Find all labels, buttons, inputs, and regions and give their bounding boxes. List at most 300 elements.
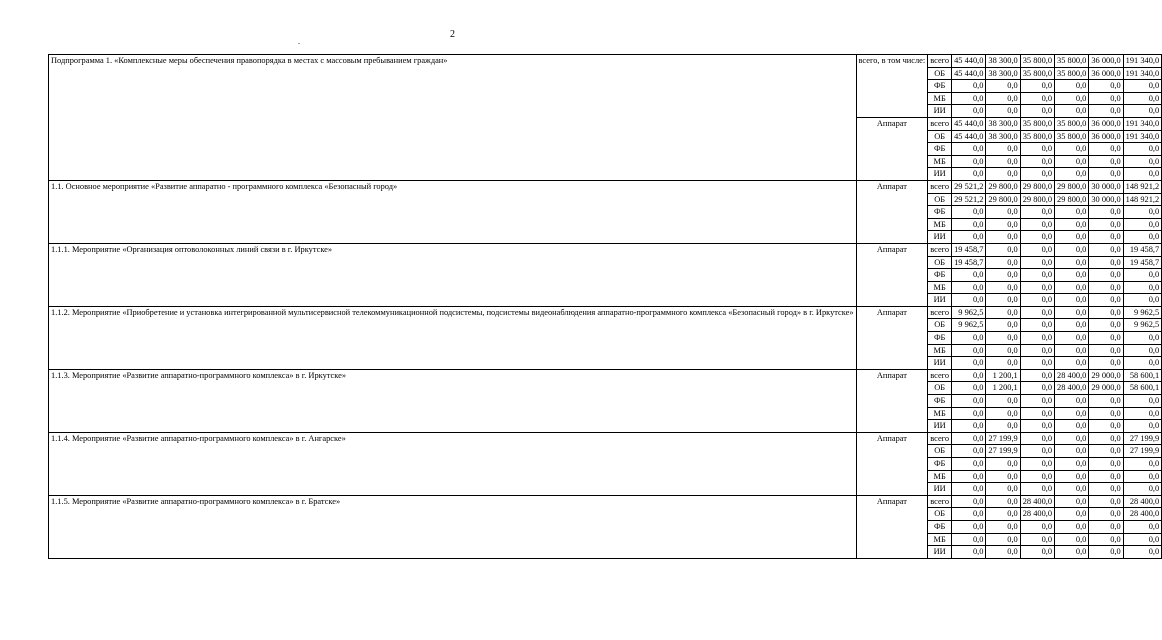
year-value-cell: 0,0 [1020, 206, 1054, 219]
year-value-cell: 0,0 [1055, 344, 1089, 357]
executor-cell: Аппарат [856, 432, 928, 495]
executor-cell: Аппарат [856, 369, 928, 432]
total-value-cell: 0,0 [1123, 294, 1162, 307]
total-value-cell: 0,0 [1123, 407, 1162, 420]
funding-source-cell: МБ [928, 470, 952, 483]
year-value-cell: 0,0 [1089, 520, 1123, 533]
year-value-cell: 0,0 [952, 269, 986, 282]
total-value-cell: 0,0 [1123, 344, 1162, 357]
year-value-cell: 0,0 [1089, 294, 1123, 307]
year-value-cell: 0,0 [1055, 458, 1089, 471]
year-value-cell: 29 800,0 [986, 180, 1020, 193]
year-value-cell: 28 400,0 [1020, 508, 1054, 521]
year-value-cell: 0,0 [952, 495, 986, 508]
funding-source-cell: МБ [928, 407, 952, 420]
total-value-cell: 9 962,5 [1123, 319, 1162, 332]
year-value-cell: 0,0 [986, 319, 1020, 332]
funding-source-cell: ФБ [928, 80, 952, 93]
table-body [49, 55, 1162, 559]
year-value-cell: 28 400,0 [1055, 382, 1089, 395]
year-value-cell: 0,0 [986, 533, 1020, 546]
year-value-cell: 0,0 [1089, 269, 1123, 282]
year-value-cell: 0,0 [1055, 508, 1089, 521]
funding-source-cell: ФБ [928, 143, 952, 156]
year-value-cell: 0,0 [986, 218, 1020, 231]
budget-table [48, 54, 1162, 559]
year-value-cell: 1 200,1 [986, 382, 1020, 395]
year-value-cell: 0,0 [952, 105, 986, 118]
year-value-cell: 45 440,0 [952, 55, 986, 68]
total-value-cell: 58 600,1 [1123, 369, 1162, 382]
year-value-cell: 0,0 [952, 432, 986, 445]
year-value-cell: 35 800,0 [1055, 117, 1089, 130]
year-value-cell: 0,0 [1055, 546, 1089, 559]
year-value-cell: 28 400,0 [1020, 495, 1054, 508]
year-value-cell: 28 400,0 [1055, 369, 1089, 382]
year-value-cell: 38 300,0 [986, 67, 1020, 80]
funding-source-cell: ИИ [928, 483, 952, 496]
year-value-cell: 38 300,0 [986, 130, 1020, 143]
funding-source-cell: ОБ [928, 130, 952, 143]
measure-name: Подпрограмма 1. «Комплексные меры обеспечения правопорядка в местах с массовым пребыванием граждан» [49, 55, 857, 181]
year-value-cell: 29 800,0 [986, 193, 1020, 206]
year-value-cell: 0,0 [1089, 105, 1123, 118]
year-value-cell: 29 800,0 [1020, 193, 1054, 206]
funding-source-cell: ОБ [928, 508, 952, 521]
year-value-cell: 0,0 [952, 143, 986, 156]
table-row [49, 432, 1162, 445]
funding-source-cell: ИИ [928, 231, 952, 244]
year-value-cell: 27 199,9 [986, 432, 1020, 445]
funding-source-cell: всего [928, 432, 952, 445]
funding-source-cell: всего [928, 243, 952, 256]
year-value-cell: 0,0 [952, 218, 986, 231]
year-value-cell: 1 200,1 [986, 369, 1020, 382]
year-value-cell: 29 800,0 [1055, 193, 1089, 206]
year-value-cell: 0,0 [1055, 143, 1089, 156]
stray-mark: . [298, 37, 300, 46]
year-value-cell: 0,0 [986, 269, 1020, 282]
year-value-cell: 0,0 [1089, 533, 1123, 546]
funding-source-cell: МБ [928, 533, 952, 546]
funding-source-cell: ФБ [928, 458, 952, 471]
year-value-cell: 0,0 [986, 168, 1020, 181]
total-value-cell: 0,0 [1123, 269, 1162, 282]
year-value-cell: 36 000,0 [1089, 55, 1123, 68]
year-value-cell: 30 000,0 [1089, 193, 1123, 206]
total-value-cell: 0,0 [1123, 231, 1162, 244]
funding-source-cell: ОБ [928, 445, 952, 458]
executor-cell: Аппарат [856, 180, 928, 243]
year-value-cell: 0,0 [1055, 395, 1089, 408]
year-value-cell: 38 300,0 [986, 117, 1020, 130]
year-value-cell: 0,0 [986, 155, 1020, 168]
funding-source-cell: ИИ [928, 168, 952, 181]
year-value-cell: 35 800,0 [1020, 55, 1054, 68]
funding-source-cell: всего [928, 117, 952, 130]
total-value-cell: 0,0 [1123, 483, 1162, 496]
year-value-cell: 35 800,0 [1020, 67, 1054, 80]
table-row [49, 495, 1162, 508]
year-value-cell: 0,0 [1020, 92, 1054, 105]
year-value-cell: 0,0 [1089, 92, 1123, 105]
total-value-cell: 0,0 [1123, 470, 1162, 483]
year-value-cell: 0,0 [1089, 508, 1123, 521]
year-value-cell: 0,0 [1089, 470, 1123, 483]
year-value-cell: 0,0 [952, 508, 986, 521]
funding-source-cell: МБ [928, 92, 952, 105]
total-value-cell: 0,0 [1123, 332, 1162, 345]
funding-source-cell: МБ [928, 344, 952, 357]
year-value-cell: 29 000,0 [1089, 382, 1123, 395]
year-value-cell: 0,0 [952, 92, 986, 105]
measure-name: 1.1.4. Мероприятие «Развитие аппаратно-программного комплекса» в г. Ангарске» [49, 432, 857, 495]
year-value-cell: 0,0 [1020, 395, 1054, 408]
total-value-cell: 27 199,9 [1123, 445, 1162, 458]
funding-source-cell: ФБ [928, 520, 952, 533]
year-value-cell: 0,0 [986, 231, 1020, 244]
year-value-cell: 0,0 [1089, 306, 1123, 319]
year-value-cell: 29 521,2 [952, 180, 986, 193]
year-value-cell: 0,0 [1020, 407, 1054, 420]
year-value-cell: 0,0 [1020, 155, 1054, 168]
year-value-cell: 0,0 [986, 332, 1020, 345]
year-value-cell: 0,0 [1020, 143, 1054, 156]
year-value-cell: 0,0 [952, 420, 986, 433]
year-value-cell: 0,0 [1020, 420, 1054, 433]
total-value-cell: 0,0 [1123, 218, 1162, 231]
year-value-cell: 0,0 [986, 256, 1020, 269]
year-value-cell: 0,0 [1089, 344, 1123, 357]
funding-source-cell: ОБ [928, 382, 952, 395]
funding-source-cell: ОБ [928, 256, 952, 269]
year-value-cell: 0,0 [986, 508, 1020, 521]
total-value-cell: 191 340,0 [1123, 117, 1162, 130]
funding-source-cell: ИИ [928, 420, 952, 433]
year-value-cell: 0,0 [1055, 495, 1089, 508]
year-value-cell: 0,0 [1089, 445, 1123, 458]
year-value-cell: 0,0 [1020, 269, 1054, 282]
year-value-cell: 0,0 [1089, 256, 1123, 269]
year-value-cell: 0,0 [1055, 256, 1089, 269]
funding-source-cell: ОБ [928, 319, 952, 332]
year-value-cell: 0,0 [1020, 445, 1054, 458]
year-value-cell: 0,0 [952, 546, 986, 559]
total-value-cell: 0,0 [1123, 155, 1162, 168]
year-value-cell: 0,0 [952, 357, 986, 370]
total-value-cell: 191 340,0 [1123, 67, 1162, 80]
year-value-cell: 0,0 [986, 470, 1020, 483]
year-value-cell: 0,0 [1089, 218, 1123, 231]
year-value-cell: 0,0 [986, 306, 1020, 319]
year-value-cell: 0,0 [1089, 395, 1123, 408]
year-value-cell: 0,0 [1020, 382, 1054, 395]
total-value-cell: 0,0 [1123, 420, 1162, 433]
funding-source-cell: ФБ [928, 395, 952, 408]
year-value-cell: 45 440,0 [952, 130, 986, 143]
year-value-cell: 0,0 [986, 420, 1020, 433]
year-value-cell: 29 521,2 [952, 193, 986, 206]
table-row [49, 306, 1162, 319]
year-value-cell: 0,0 [952, 231, 986, 244]
measure-name: 1.1.1. Мероприятие «Организация оптоволоконных линий связи в г. Иркутске» [49, 243, 857, 306]
year-value-cell: 36 000,0 [1089, 117, 1123, 130]
year-value-cell: 19 458,7 [952, 256, 986, 269]
table-row [49, 55, 1162, 68]
year-value-cell: 0,0 [1020, 432, 1054, 445]
year-value-cell: 0,0 [1089, 281, 1123, 294]
funding-source-cell: ИИ [928, 357, 952, 370]
executor-cell: Аппарат [856, 243, 928, 306]
total-value-cell: 0,0 [1123, 92, 1162, 105]
year-value-cell: 0,0 [1089, 458, 1123, 471]
year-value-cell: 19 458,7 [952, 243, 986, 256]
year-value-cell: 0,0 [1089, 332, 1123, 345]
total-value-cell: 148 921,2 [1123, 193, 1162, 206]
year-value-cell: 0,0 [986, 143, 1020, 156]
total-value-cell: 9 962,5 [1123, 306, 1162, 319]
year-value-cell: 0,0 [952, 294, 986, 307]
year-value-cell: 0,0 [952, 395, 986, 408]
funding-source-cell: ФБ [928, 332, 952, 345]
year-value-cell: 30 000,0 [1089, 180, 1123, 193]
year-value-cell: 0,0 [1089, 206, 1123, 219]
total-value-cell: 0,0 [1123, 206, 1162, 219]
year-value-cell: 35 800,0 [1020, 117, 1054, 130]
executor-cell: Аппарат [856, 117, 928, 180]
year-value-cell: 9 962,5 [952, 306, 986, 319]
measure-name: 1.1. Основное мероприятие «Развитие аппаратно - программного комплекса «Безопасный город» [49, 180, 857, 243]
total-value-cell: 0,0 [1123, 520, 1162, 533]
year-value-cell: 0,0 [986, 92, 1020, 105]
year-value-cell: 0,0 [1089, 357, 1123, 370]
year-value-cell: 0,0 [1089, 80, 1123, 93]
year-value-cell: 0,0 [1020, 319, 1054, 332]
executor-cell: всего, в том числе: [856, 55, 928, 118]
funding-source-cell: ИИ [928, 294, 952, 307]
year-value-cell: 9 962,5 [952, 319, 986, 332]
total-value-cell: 191 340,0 [1123, 55, 1162, 68]
year-value-cell: 0,0 [1055, 294, 1089, 307]
year-value-cell: 0,0 [1089, 495, 1123, 508]
funding-source-cell: МБ [928, 281, 952, 294]
table-row [49, 369, 1162, 382]
year-value-cell: 0,0 [952, 206, 986, 219]
year-value-cell: 0,0 [1020, 483, 1054, 496]
year-value-cell: 0,0 [1089, 546, 1123, 559]
year-value-cell: 0,0 [1020, 344, 1054, 357]
year-value-cell: 0,0 [986, 395, 1020, 408]
funding-source-cell: всего [928, 180, 952, 193]
year-value-cell: 0,0 [1055, 105, 1089, 118]
year-value-cell: 0,0 [952, 470, 986, 483]
year-value-cell: 0,0 [952, 382, 986, 395]
executor-cell: Аппарат [856, 495, 928, 558]
year-value-cell: 0,0 [1020, 546, 1054, 559]
funding-source-cell: ФБ [928, 269, 952, 282]
funding-source-cell: всего [928, 306, 952, 319]
year-value-cell: 0,0 [986, 520, 1020, 533]
total-value-cell: 19 458,7 [1123, 243, 1162, 256]
year-value-cell: 0,0 [1055, 470, 1089, 483]
year-value-cell: 0,0 [952, 80, 986, 93]
measure-name: 1.1.2. Мероприятие «Приобретение и установка интегрированной мультисервисной телекоммуникационной подсистемы, подсистемы видеонаблюдения аппаратно-программного комплекса «Безопасный город» в г. Иркутске» [49, 306, 857, 369]
year-value-cell: 0,0 [1020, 168, 1054, 181]
year-value-cell: 0,0 [986, 458, 1020, 471]
total-value-cell: 0,0 [1123, 533, 1162, 546]
year-value-cell: 35 800,0 [1020, 130, 1054, 143]
total-value-cell: 191 340,0 [1123, 130, 1162, 143]
year-value-cell: 0,0 [986, 407, 1020, 420]
year-value-cell: 35 800,0 [1055, 55, 1089, 68]
year-value-cell: 0,0 [1055, 533, 1089, 546]
funding-source-cell: ИИ [928, 546, 952, 559]
year-value-cell: 36 000,0 [1089, 67, 1123, 80]
funding-source-cell: МБ [928, 218, 952, 231]
year-value-cell: 0,0 [1055, 231, 1089, 244]
year-value-cell: 0,0 [1055, 420, 1089, 433]
year-value-cell: 35 800,0 [1055, 130, 1089, 143]
year-value-cell: 0,0 [1089, 483, 1123, 496]
year-value-cell: 0,0 [1055, 306, 1089, 319]
year-value-cell: 0,0 [952, 407, 986, 420]
year-value-cell: 0,0 [952, 483, 986, 496]
year-value-cell: 0,0 [1055, 168, 1089, 181]
year-value-cell: 35 800,0 [1055, 67, 1089, 80]
year-value-cell: 0,0 [1089, 420, 1123, 433]
year-value-cell: 0,0 [1055, 432, 1089, 445]
measure-name: 1.1.3. Мероприятие «Развитие аппаратно-программного комплекса» в г. Иркутске» [49, 369, 857, 432]
funding-source-cell: ОБ [928, 193, 952, 206]
year-value-cell: 29 000,0 [1089, 369, 1123, 382]
year-value-cell: 0,0 [1055, 281, 1089, 294]
year-value-cell: 0,0 [1055, 269, 1089, 282]
funding-source-cell: ИИ [928, 105, 952, 118]
year-value-cell: 0,0 [952, 281, 986, 294]
year-value-cell: 0,0 [1055, 80, 1089, 93]
total-value-cell: 27 199,9 [1123, 432, 1162, 445]
total-value-cell: 0,0 [1123, 395, 1162, 408]
year-value-cell: 0,0 [986, 483, 1020, 496]
year-value-cell: 45 440,0 [952, 117, 986, 130]
year-value-cell: 0,0 [1055, 407, 1089, 420]
year-value-cell: 0,0 [1089, 231, 1123, 244]
table-row [49, 243, 1162, 256]
year-value-cell: 38 300,0 [986, 55, 1020, 68]
year-value-cell: 0,0 [1055, 92, 1089, 105]
year-value-cell: 0,0 [1020, 369, 1054, 382]
year-value-cell: 27 199,9 [986, 445, 1020, 458]
total-value-cell: 148 921,2 [1123, 180, 1162, 193]
year-value-cell: 0,0 [986, 344, 1020, 357]
year-value-cell: 0,0 [1055, 483, 1089, 496]
year-value-cell: 0,0 [1020, 306, 1054, 319]
year-value-cell: 0,0 [986, 80, 1020, 93]
year-value-cell: 0,0 [1020, 520, 1054, 533]
year-value-cell: 29 800,0 [1055, 180, 1089, 193]
year-value-cell: 0,0 [1020, 281, 1054, 294]
funding-source-cell: всего [928, 369, 952, 382]
year-value-cell: 0,0 [1020, 231, 1054, 244]
funding-source-cell: ФБ [928, 206, 952, 219]
year-value-cell: 0,0 [1020, 105, 1054, 118]
year-value-cell: 0,0 [1055, 243, 1089, 256]
year-value-cell: 0,0 [986, 243, 1020, 256]
total-value-cell: 0,0 [1123, 546, 1162, 559]
year-value-cell: 0,0 [1055, 357, 1089, 370]
year-value-cell: 0,0 [1020, 533, 1054, 546]
total-value-cell: 28 400,0 [1123, 508, 1162, 521]
total-value-cell: 0,0 [1123, 143, 1162, 156]
year-value-cell: 0,0 [1055, 155, 1089, 168]
total-value-cell: 58 600,1 [1123, 382, 1162, 395]
year-value-cell: 0,0 [1089, 168, 1123, 181]
year-value-cell: 0,0 [1020, 332, 1054, 345]
year-value-cell: 0,0 [986, 546, 1020, 559]
year-value-cell: 0,0 [1055, 319, 1089, 332]
year-value-cell: 0,0 [1089, 155, 1123, 168]
year-value-cell: 0,0 [952, 369, 986, 382]
year-value-cell: 45 440,0 [952, 67, 986, 80]
year-value-cell: 0,0 [986, 206, 1020, 219]
year-value-cell: 0,0 [986, 281, 1020, 294]
total-value-cell: 28 400,0 [1123, 495, 1162, 508]
funding-source-cell: МБ [928, 155, 952, 168]
page-number: 2 [450, 29, 455, 40]
year-value-cell: 0,0 [952, 458, 986, 471]
year-value-cell: 0,0 [1020, 458, 1054, 471]
year-value-cell: 0,0 [1055, 332, 1089, 345]
year-value-cell: 0,0 [1089, 143, 1123, 156]
year-value-cell: 0,0 [986, 294, 1020, 307]
funding-source-cell: всего [928, 495, 952, 508]
year-value-cell: 0,0 [1089, 432, 1123, 445]
year-value-cell: 0,0 [952, 520, 986, 533]
year-value-cell: 0,0 [1055, 206, 1089, 219]
year-value-cell: 0,0 [952, 445, 986, 458]
year-value-cell: 0,0 [986, 357, 1020, 370]
total-value-cell: 19 458,7 [1123, 256, 1162, 269]
year-value-cell: 0,0 [1020, 470, 1054, 483]
year-value-cell: 0,0 [986, 105, 1020, 118]
year-value-cell: 0,0 [1055, 218, 1089, 231]
year-value-cell: 0,0 [1020, 80, 1054, 93]
table-row [49, 180, 1162, 193]
total-value-cell: 0,0 [1123, 105, 1162, 118]
year-value-cell: 0,0 [1020, 243, 1054, 256]
year-value-cell: 0,0 [986, 495, 1020, 508]
total-value-cell: 0,0 [1123, 80, 1162, 93]
year-value-cell: 0,0 [1020, 218, 1054, 231]
total-value-cell: 0,0 [1123, 458, 1162, 471]
year-value-cell: 0,0 [952, 344, 986, 357]
year-value-cell: 0,0 [1089, 319, 1123, 332]
year-value-cell: 0,0 [952, 155, 986, 168]
year-value-cell: 0,0 [1020, 357, 1054, 370]
year-value-cell: 0,0 [952, 332, 986, 345]
total-value-cell: 0,0 [1123, 281, 1162, 294]
year-value-cell: 36 000,0 [1089, 130, 1123, 143]
year-value-cell: 0,0 [1055, 445, 1089, 458]
year-value-cell: 0,0 [1089, 243, 1123, 256]
total-value-cell: 0,0 [1123, 168, 1162, 181]
year-value-cell: 0,0 [952, 533, 986, 546]
funding-source-cell: ОБ [928, 67, 952, 80]
executor-cell: Аппарат [856, 306, 928, 369]
year-value-cell: 0,0 [1020, 256, 1054, 269]
measure-name: 1.1.5. Мероприятие «Развитие аппаратно-программного комплекса» в г. Братске» [49, 495, 857, 558]
total-value-cell: 0,0 [1123, 357, 1162, 370]
